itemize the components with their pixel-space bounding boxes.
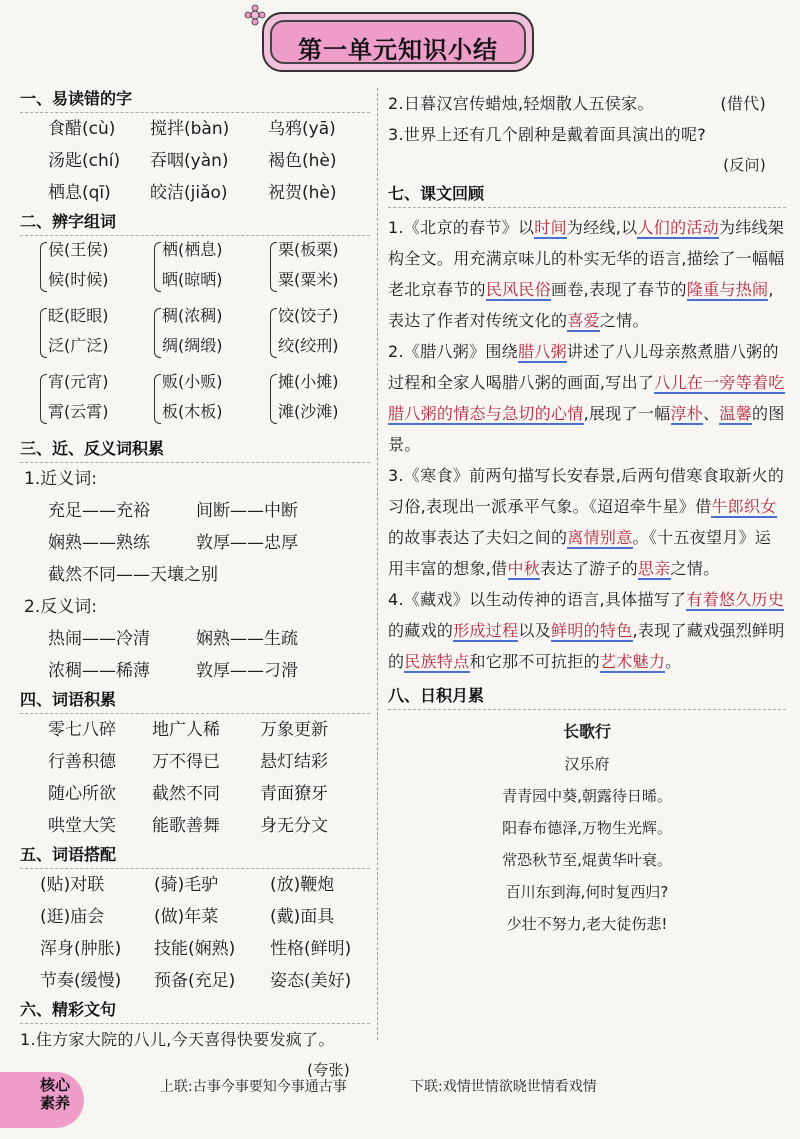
section-collocations-heading: 五、词语搭配 bbox=[20, 842, 370, 869]
char-pair-second: 霄(云霄) bbox=[48, 402, 109, 421]
collocation-row-cell: (放)鞭炮 bbox=[270, 875, 335, 895]
char-pair-second: 候(时候) bbox=[48, 270, 109, 289]
char-pair bbox=[40, 236, 150, 296]
brace bbox=[154, 374, 161, 424]
char-pair bbox=[270, 302, 380, 362]
char-pair-second: 板(木板) bbox=[162, 402, 223, 421]
pronunciation-row-cell: 吞咽(yàn) bbox=[150, 151, 229, 171]
char-pair-first: 宵(元宵) bbox=[48, 372, 109, 391]
highlighted-phrase: 民族特点 bbox=[404, 652, 470, 671]
word-row bbox=[20, 714, 370, 746]
review-text: ,表现了藏戏强烈鲜明的 bbox=[388, 621, 785, 671]
char-pair bbox=[270, 368, 380, 428]
footer bbox=[0, 1056, 800, 1139]
poem-line: 阳春布德泽,万物生光辉。 bbox=[502, 819, 672, 837]
pronunciation-row bbox=[20, 145, 370, 177]
highlighted-phrase: 艺术魅力 bbox=[599, 652, 666, 671]
char-pair-second: 晒(晾晒) bbox=[162, 270, 223, 289]
brace bbox=[40, 308, 47, 358]
review-text: 以及 bbox=[518, 621, 552, 640]
couplet-left: 上联:古事今事要知今事通古事 bbox=[160, 1079, 347, 1095]
highlighted-phrase: 腊八粥 bbox=[517, 342, 567, 361]
antonym-row-cell: 敦厚——刁滑 bbox=[196, 661, 298, 681]
collocation-row-cell: (戴)面具 bbox=[270, 907, 335, 927]
char-pair-second: 绞(绞刑) bbox=[278, 336, 339, 355]
antonyms-list bbox=[20, 623, 370, 687]
couplet-right: 下联:戏情世情欲晓世情看戏情 bbox=[410, 1079, 597, 1095]
collocation-row-cell: (逛)庙会 bbox=[40, 907, 105, 927]
pronunciation-row-cell: 祝贺(hè) bbox=[268, 183, 337, 203]
word-row-cell: 万不得已 bbox=[152, 752, 220, 772]
review-text: 4.《藏戏》以生动传神的语言,具体描写了 bbox=[388, 590, 687, 609]
word-row-cell: 青面獠牙 bbox=[260, 784, 328, 804]
section-synonyms-heading: 三、近、反义词积累 bbox=[20, 436, 370, 463]
antonym-row-cell: 热闹——冷清 bbox=[48, 629, 150, 649]
review-paragraph-2 bbox=[388, 336, 786, 460]
pronunciation-row-cell: 食醋(cù) bbox=[48, 119, 116, 139]
sentence-2-tag: (借代) bbox=[720, 94, 766, 113]
review-text: 之情。 bbox=[670, 559, 720, 578]
char-pair-second: 滩(沙滩) bbox=[278, 402, 339, 421]
synonym-row bbox=[20, 559, 370, 591]
review-text: ,展现了一幅 bbox=[583, 404, 671, 423]
synonym-row-cell: 截然不同——天壤之别 bbox=[48, 565, 218, 585]
highlighted-phrase: 有着悠久历史 bbox=[686, 590, 785, 609]
sentence-1: 1.住方家大院的八儿,今天喜得快要发疯了。 bbox=[20, 1030, 335, 1049]
review-text: 的藏戏的 bbox=[388, 621, 454, 640]
collocation-row bbox=[20, 901, 370, 933]
char-pair bbox=[40, 302, 150, 362]
collocation-row bbox=[20, 965, 370, 997]
char-pair-first: 眨(眨眼) bbox=[48, 306, 109, 325]
char-pair-first: 栖(栖息) bbox=[162, 240, 223, 259]
word-row-cell: 随心所欲 bbox=[48, 784, 116, 804]
sentence-3: 3.世界上还有几个剧种是戴着面具演出的呢? bbox=[388, 125, 707, 144]
review-text: 为经线,以 bbox=[566, 218, 638, 237]
column-divider bbox=[377, 88, 378, 1040]
highlighted-phrase: 离情别意 bbox=[567, 528, 633, 547]
char-pair-first: 稠(浓稠) bbox=[162, 306, 223, 325]
highlighted-phrase: 思亲 bbox=[637, 559, 671, 578]
antonym-row-cell: 娴熟——生疏 bbox=[196, 629, 298, 649]
collocation-row-cell: 性格(鲜明) bbox=[270, 939, 352, 959]
review-text: 。《十五夜望月》运用丰富的想象,借 bbox=[388, 528, 772, 578]
title-banner-inner bbox=[270, 20, 526, 64]
collocation-row-cell: 技能(娴熟) bbox=[154, 939, 236, 959]
char-pair bbox=[154, 368, 264, 428]
antonym-row-cell: 浓稠——稀薄 bbox=[48, 661, 150, 681]
poem bbox=[388, 716, 786, 940]
pronunciation-row-cell: 栖息(qī) bbox=[48, 183, 111, 203]
sentence-2: 2.日暮汉宫传蜡烛,轻烟散人五侯家。 bbox=[388, 94, 654, 113]
brace bbox=[154, 308, 161, 358]
brace bbox=[40, 374, 47, 424]
char-pair bbox=[154, 236, 264, 296]
sentence-3-tag: (反问) bbox=[723, 156, 766, 174]
section-pronunciation-heading: 一、易读错的字 bbox=[20, 86, 370, 113]
review-text: 。 bbox=[665, 652, 682, 671]
collocation-row-cell: 姿态(美好) bbox=[270, 971, 352, 991]
left-column bbox=[20, 86, 370, 1086]
char-pair bbox=[270, 236, 380, 296]
antonyms-label: 2.反义词: bbox=[24, 597, 97, 617]
collocations-list bbox=[20, 869, 370, 997]
highlighted-phrase: 喜爱 bbox=[567, 311, 600, 330]
core-literacy-badge bbox=[0, 1062, 100, 1132]
synonym-row bbox=[20, 495, 370, 527]
word-row-cell: 身无分文 bbox=[260, 816, 328, 836]
synonym-row-cell: 敦厚——忠厚 bbox=[196, 533, 298, 553]
synonyms-list bbox=[20, 495, 370, 591]
char-pair-first: 侯(王侯) bbox=[48, 240, 109, 259]
review-text: 和它那不可抗拒的 bbox=[469, 652, 600, 671]
words-list bbox=[20, 714, 370, 842]
review-text: 2.《腊八粥》围绕 bbox=[388, 342, 518, 361]
word-row-cell: 地广人稀 bbox=[152, 720, 220, 740]
collocation-row-cell: (骑)毛驴 bbox=[154, 875, 219, 895]
collocation-row bbox=[20, 869, 370, 901]
synonym-row-cell: 间断——中断 bbox=[196, 501, 298, 521]
char-pair bbox=[154, 302, 264, 362]
synonym-row-cell: 充足——充裕 bbox=[48, 501, 150, 521]
highlighted-phrase: 形成过程 bbox=[453, 621, 519, 640]
word-row-cell: 哄堂大笑 bbox=[48, 816, 116, 836]
char-pair bbox=[40, 368, 150, 428]
review-text: 画卷,表现了春节的 bbox=[551, 280, 687, 299]
pronunciation-row-cell: 搅拌(bàn) bbox=[150, 119, 230, 139]
highlighted-phrase: 八儿在一旁等着吃腊八粥的情态与急切的心情 bbox=[388, 373, 785, 423]
word-row bbox=[20, 746, 370, 778]
pronunciation-row-cell: 皎洁(jiǎo) bbox=[150, 183, 228, 203]
review-text: 的图景。 bbox=[388, 404, 785, 454]
review-text: 之情。 bbox=[599, 311, 649, 330]
word-row bbox=[20, 810, 370, 842]
word-row-cell: 截然不同 bbox=[152, 784, 220, 804]
highlighted-phrase: 时间 bbox=[534, 218, 567, 237]
review-text: 的故事表达了夫妇之间的 bbox=[388, 528, 568, 547]
section-poem-heading: 八、日积月累 bbox=[388, 683, 786, 710]
word-row-cell: 行善积德 bbox=[48, 752, 116, 772]
highlighted-phrase: 淳朴 bbox=[670, 404, 704, 423]
pronunciation-row bbox=[20, 113, 370, 145]
page-title: 第一单元知识小结 bbox=[298, 36, 498, 64]
highlighted-phrase: 人们的活动 bbox=[637, 218, 719, 237]
title-banner bbox=[262, 12, 534, 72]
char-pair-second: 泛(广泛) bbox=[48, 336, 109, 355]
synonym-row-cell: 娴熟——熟练 bbox=[48, 533, 150, 553]
antonym-row bbox=[20, 623, 370, 655]
poem-author: 汉乐府 bbox=[564, 755, 610, 773]
pronunciation-row bbox=[20, 177, 370, 209]
brace bbox=[40, 242, 47, 292]
synonyms-label: 1.近义词: bbox=[24, 469, 97, 489]
pronunciation-row-cell: 褐色(hè) bbox=[268, 151, 337, 171]
poem-line: 少壮不努力,老大徒伤悲! bbox=[506, 915, 668, 933]
char-pair-second: 绸(绸缎) bbox=[162, 336, 223, 355]
review-paragraph-3 bbox=[388, 460, 786, 584]
word-row-cell: 能歌善舞 bbox=[152, 816, 220, 836]
highlighted-phrase: 牛郎织女 bbox=[711, 497, 777, 516]
section-sentences-heading: 六、精彩文句 bbox=[20, 997, 370, 1024]
review-text: 表达了游子的 bbox=[540, 559, 638, 578]
poem-line: 百川东到海,何时复西归? bbox=[505, 883, 669, 901]
section-char-pairs-heading: 二、辨字组词 bbox=[20, 209, 370, 236]
review-text: 1.《北京的春节》以 bbox=[388, 218, 535, 237]
char-pair-second: 粟(粟米) bbox=[278, 270, 339, 289]
brace bbox=[270, 242, 277, 292]
review-text: 为纬线架构全文。用充满京味儿的朴实无华的语言,描绘了一幅幅老北京春节的 bbox=[388, 218, 785, 299]
badge-label: 核心素养 bbox=[40, 1076, 71, 1112]
char-pair-first: 饺(饺子) bbox=[278, 306, 339, 325]
pronunciation-row-cell: 乌鸦(yā) bbox=[268, 119, 336, 139]
poem-title: 长歌行 bbox=[562, 722, 611, 741]
sentence-2-row bbox=[388, 88, 786, 119]
poem-lines bbox=[388, 780, 786, 940]
right-column bbox=[388, 88, 786, 940]
pronunciation-row-cell: 汤匙(chí) bbox=[48, 151, 121, 171]
word-row-cell: 悬灯结彩 bbox=[260, 752, 328, 772]
char-pairs-grid bbox=[20, 236, 370, 436]
highlighted-phrase: 民风民俗 bbox=[485, 280, 552, 299]
char-pair-first: 栗(板栗) bbox=[278, 240, 339, 259]
char-pair-first: 摊(小摊) bbox=[278, 372, 339, 391]
brace bbox=[154, 242, 161, 292]
review-paragraph-1 bbox=[388, 212, 786, 336]
collocation-row-cell: (做)年菜 bbox=[154, 907, 219, 927]
review-text: ,表达了作者对传统文化的 bbox=[388, 280, 774, 330]
highlighted-phrase: 鲜明的特色 bbox=[551, 621, 633, 640]
char-pair-first: 贩(小贩) bbox=[162, 372, 223, 391]
synonym-row bbox=[20, 527, 370, 559]
antonym-row bbox=[20, 655, 370, 687]
highlighted-phrase: 中秋 bbox=[507, 559, 541, 578]
collocation-row bbox=[20, 933, 370, 965]
collocation-row-cell: 预备(充足) bbox=[154, 971, 236, 991]
highlighted-phrase: 隆重与热闹 bbox=[686, 280, 769, 299]
review-paragraph-4 bbox=[388, 584, 786, 677]
sentence-1-tag: (夸张) bbox=[307, 1061, 350, 1079]
review-text: 3.《寒食》前两句描写长安春景,后两句借寒食取新火的习俗,表现出一派承平气象。《迢迢牵牛星》借 bbox=[388, 466, 785, 516]
poem-line: 青青园中葵,朝露待日晞。 bbox=[502, 787, 672, 805]
word-row-cell: 零七八碎 bbox=[48, 720, 116, 740]
review-text: 讲述了八儿母亲熬煮腊八粥的过程和全家人喝腊八粥的画面,写出了 bbox=[388, 342, 779, 392]
collocation-row-cell: 浑身(肿胀) bbox=[40, 939, 122, 959]
word-row-cell: 万象更新 bbox=[260, 720, 328, 740]
collocation-row-cell: 节奏(缓慢) bbox=[40, 971, 122, 991]
brace bbox=[270, 374, 277, 424]
section-words-heading: 四、词语积累 bbox=[20, 687, 370, 714]
collocation-row-cell: (贴)对联 bbox=[40, 875, 105, 895]
flower-icon bbox=[244, 4, 266, 26]
section-review-heading: 七、课文回顾 bbox=[388, 181, 786, 208]
word-row bbox=[20, 778, 370, 810]
highlighted-phrase: 温馨 bbox=[719, 404, 753, 423]
brace bbox=[270, 308, 277, 358]
poem-line: 常恐秋节至,焜黄华叶衰。 bbox=[502, 851, 672, 869]
pronunciation-list bbox=[20, 113, 370, 209]
review-text: 、 bbox=[703, 404, 720, 423]
